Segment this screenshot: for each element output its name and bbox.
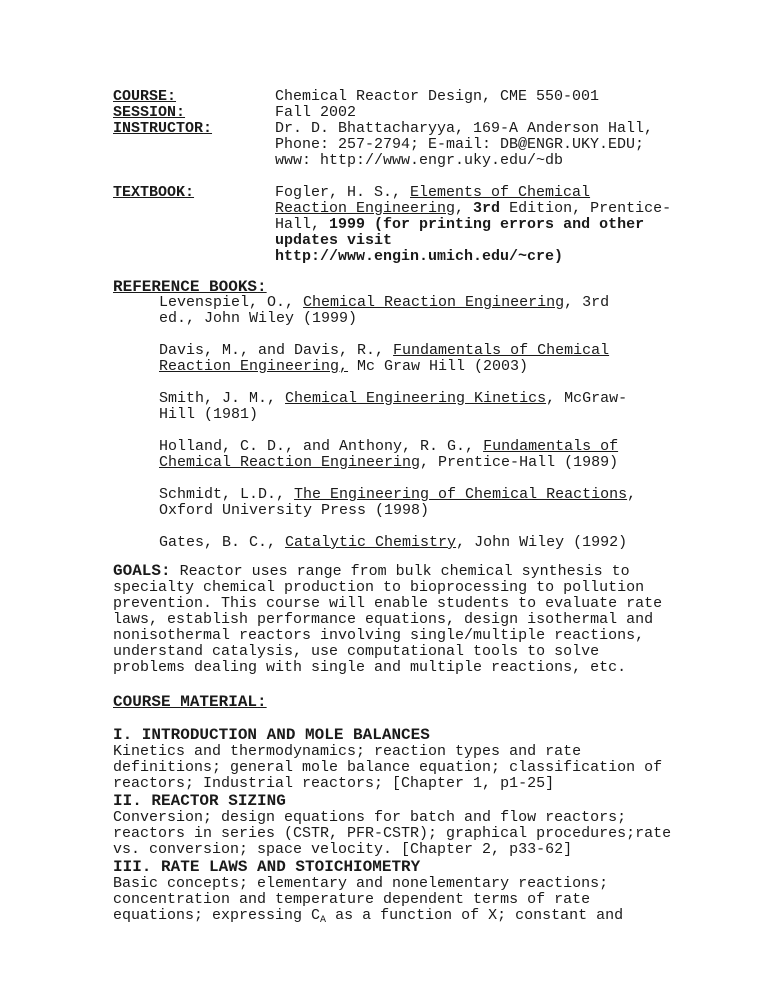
instructor-row: INSTRUCTOR: Dr. D. Bhattacharyya, 169-A Anderson Hall, Phone: 257-2794; E-mail: DB@ENGR.UKY.EDU; www: http://www.engr.uky.edu/~db [113,121,673,169]
course-material: COURSE MATERIAL: I. INTRODUCTION AND MOLE BALANCES Kinetics and thermodynamics; reaction types and rate definitions; general mole balance equation; classification of reactors; Industrial reactors; [Chapter 1, p1-25] II. REACTOR SIZING Conversion; design equations for batch and flow reactors; reactors in series (CSTR, PFR-CSTR); graphical procedures;rate vs. conversion; space velocity. [Chapter 2, p33-62] III. RATE LAWS AND STOICHIOMETRY Basic concepts; elementary and nonelementary reactions; concentration and temperature dependent terms of rate equations; expressing $C_A$ as a function of X; constant and [113,693,672,926]
textbook-citation: Fogler, H. S., Elements of Chemical Reaction Engineering, 3rd Edition, Prentice- Hall, 1999 (for printing errors and other updates visit http://www.engin.umich.edu/~cre) [275,184,672,265]
topic-introduction: I. INTRODUCTION AND MOLE BALANCES Kinetics and thermodynamics; reaction types and rate definitions; general mole balance equation; classification of reactors; Industrial reactors; [Chapter 1, p1-25] [113,726,673,792]
topic-reactor-sizing: II. REACTOR SIZING Conversion; design equations for batch and flow reactors; reactors in series (CSTR, PFR-CSTR); graphical procedures;rate vs. conversion; space velocity. [Chapter 2, p33-62] [113,792,672,858]
reference-books: REFERENCE BOOKS: Levenspiel, O., Chemical Reaction Engineering, 3rd ed., John Wiley (1999) Davis, M., and Davis, R., Fundamentals of Chemical Reaction Engineering, Mc Graw Hill (2003) Smith, J. M., Chemical Engineering Kinetics, McGraw- Hill (1981) Holland, C. D., and Anthony, R. G., Fundamentals of Chemical Reaction Engineering, Prentice-Hall (1989) Schmidt, L.D., The Engineering of Chemical Reactions, Oxford University Press (1998) Gates, B. C., Catalytic Chemistry, John Wiley (1992) [113,279,673,551]
reference-item: Davis, M., and Davis, R., Fundamentals of Chemical Reaction Engineering, Mc Graw Hill (2003) [159,342,610,375]
goals-section: GOALS: Reactor uses range from bulk chemical synthesis to specialty chemical production to bioprocessing to pollution prevention. This course will enable students to evaluate rate laws, establish performance equations, design isothermal and nonisothermal reactors involving single/multiple reactions, understand catalysis, use computational tools to solve problems dealing with single and multiple reactions, etc. [113,562,663,676]
topic-heading: III. RATE LAWS AND STOICHIOMETRY [113,858,421,876]
topic-heading: I. INTRODUCTION AND MOLE BALANCES [113,726,430,744]
course-value: Chemical Reactor Design, CME 550-001 [275,88,600,105]
reference-item: Holland, C. D., and Anthony, R. G., Fundamentals of Chemical Reaction Engineering, Prentice-Hall (1989) [159,438,619,471]
textbook-title: Elements of Chemical [410,184,591,201]
reference-item: Levenspiel, O., Chemical Reaction Engineering, 3rd ed., John Wiley (1999) [159,294,610,327]
textbook-note: (for printing errors and other [365,216,645,233]
reference-item: Gates, B. C., Catalytic Chemistry, John Wiley (1992) [159,534,628,551]
course-row: COURSE: Chemical Reactor Design, CME 550-001 [113,89,673,105]
textbook-label: TEXTBOOK [113,184,186,201]
goals-label: GOALS: [113,562,171,580]
session-label: SESSION [113,104,177,121]
instructor-label: INSTRUCTOR [113,120,204,137]
reference-item: Smith, J. M., Chemical Engineering Kinetics, McGraw- Hill (1981) [159,390,628,423]
session-value: Fall 2002 [275,104,357,121]
instructor-contact: Phone: 257-2794; E-mail: DB@ENGR.UKY.EDU; [275,136,645,153]
textbook-row: TEXTBOOK: Fogler, H. S., Elements of Chemical Reaction Engineering, 3rd Edition, Prentice- Hall, 1999 (for printing errors and other updates visit http://www.engin.umich.edu/~cre) [113,184,672,265]
reference-list [159,295,673,551]
instructor-name: Dr. D. Bhattacharyya, 169-A Anderson Hall, [275,120,654,137]
document-page [113,89,673,924]
instructor-website: www: http://www.engr.uky.edu/~db [275,152,564,169]
reference-item: Schmidt, L.D., The Engineering of Chemical Reactions, Oxford University Press (1998) [159,486,637,519]
session-row: SESSION: Fall 2002 [113,105,673,121]
reference-books-label: REFERENCE BOOKS [113,278,258,296]
topic-rate-laws: III. RATE LAWS AND STOICHIOMETRY Basic concepts; elementary and nonelementary reactions; concentration and temperature dependent terms of rate equations; expressing $C_A$ as a function of X; constant and [113,858,673,924]
course-label: COURSE [113,88,168,105]
course-material-label: COURSE MATERIAL [113,693,258,711]
topic-heading: II. REACTOR SIZING [113,792,286,810]
course-info [113,89,673,265]
